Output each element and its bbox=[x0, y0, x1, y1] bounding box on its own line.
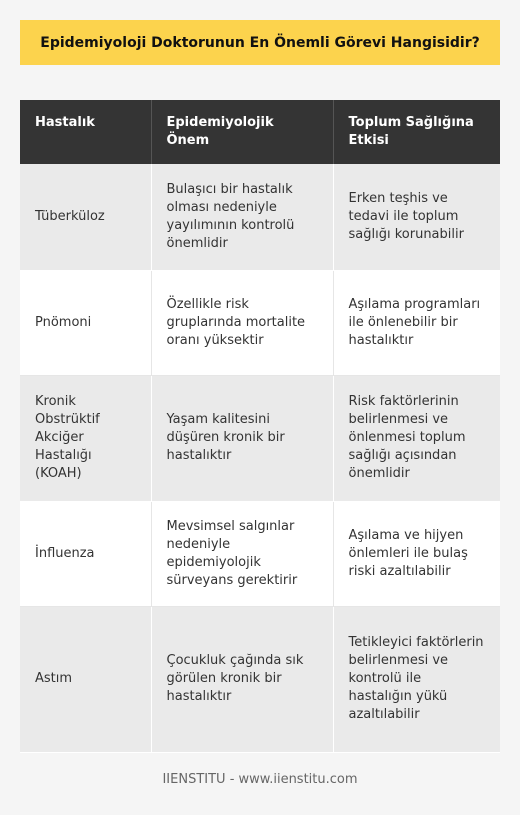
cell-disease: Kronik Obstrüktif Akciğer Hastalığı (KOAH) bbox=[20, 375, 151, 501]
table-row bbox=[20, 606, 500, 752]
table-row bbox=[20, 270, 500, 375]
cell-disease: Astım bbox=[20, 606, 151, 752]
cell-impact: Aşılama ve hijyen önlemleri ile bulaş riski azaltılabilir bbox=[333, 501, 500, 606]
header-public-health-impact: Toplum Sağlığına Etkisi bbox=[333, 100, 500, 164]
disease-table bbox=[20, 100, 500, 753]
cell-impact: Aşılama programları ile önlenebilir bir hastalıktır bbox=[333, 270, 500, 375]
cell-impact: Erken teşhis ve tedavi ile toplum sağlığı korunabilir bbox=[333, 164, 500, 270]
table-header-row bbox=[20, 100, 500, 164]
table-row bbox=[20, 375, 500, 501]
table-row bbox=[20, 501, 500, 606]
cell-importance: Bulaşıcı bir hastalık olması nedeniyle yayılımının kontrolü önemlidir bbox=[151, 164, 333, 270]
cell-importance: Yaşam kalitesini düşüren kronik bir hastalıktır bbox=[151, 375, 333, 501]
footer-credit: IIENSTITU - www.iienstitu.com bbox=[162, 772, 358, 787]
page-title bbox=[20, 20, 500, 65]
header-disease: Hastalık bbox=[20, 100, 151, 164]
cell-disease: Tüberküloz bbox=[20, 164, 151, 270]
page-title-text: Epidemiyoloji Doktorunun En Önemli Görevi Hangisidir? bbox=[40, 34, 480, 51]
cell-disease: Pnömoni bbox=[20, 270, 151, 375]
cell-disease: İnfluenza bbox=[20, 501, 151, 606]
cell-importance: Mevsimsel salgınlar nedeniyle epidemiyolojik sürveyans gerektirir bbox=[151, 501, 333, 606]
table-row bbox=[20, 164, 500, 270]
cell-importance: Çocukluk çağında sık görülen kronik bir hastalıktır bbox=[151, 606, 333, 752]
cell-importance: Özellikle risk gruplarında mortalite oranı yüksektir bbox=[151, 270, 333, 375]
header-epidemiological-importance: Epidemiyolojik Önem bbox=[151, 100, 333, 164]
cell-impact: Risk faktörlerinin belirlenmesi ve önlenmesi toplum sağlığı açısından önemlidir bbox=[333, 375, 500, 501]
cell-impact: Tetikleyici faktörlerin belirlenmesi ve kontrolü ile hastalığın yükü azaltılabilir bbox=[333, 606, 500, 752]
